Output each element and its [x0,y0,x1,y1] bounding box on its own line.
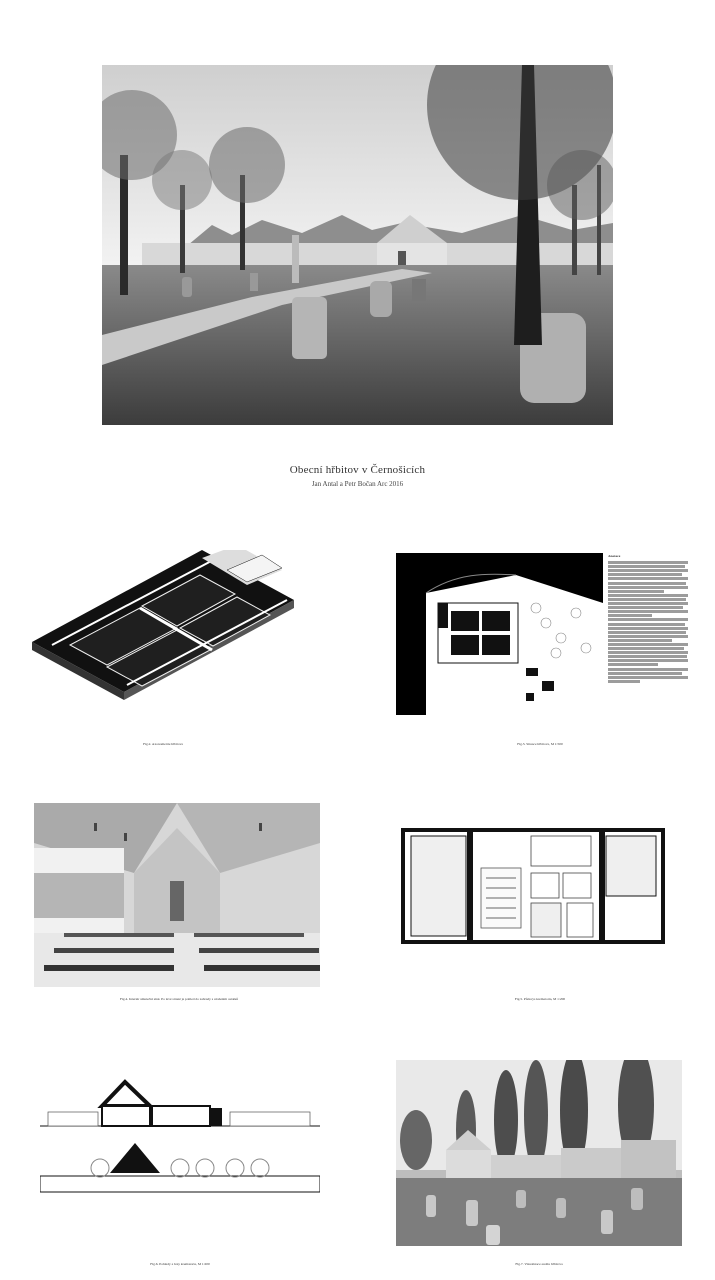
floor-plan-svg [401,828,665,944]
exterior-svg [396,1060,682,1246]
poster-title: Obecní hřbitov v Černošicích [289,464,426,476]
caption-floor-plan: Fig.5. Půdorys krematoria, M 1:200 [514,997,566,1001]
hero-cemetery-photo [102,65,613,425]
axonometric-drawing [32,550,294,715]
hero-photo-drawing [102,65,613,425]
floor-plan-drawing [401,828,665,944]
site-plan-svg [396,553,603,715]
sections-drawing [40,1078,320,1198]
caption-axonometric: Fig.2. Axonometrie hřbitova [143,742,183,746]
annotation-text-column [608,554,688,714]
caption-interior: Fig.4. Interiér smuteční síně. Po levé straně je pohled do zahrady s uložením ostatků [120,997,238,1001]
interior-svg [34,803,320,987]
site-plan-drawing [396,553,603,715]
interior-render [34,803,320,987]
exterior-render [396,1060,682,1246]
poster-subtitle: Jan Antal a Petr Bočan Arc 2016 [311,480,404,488]
axonometric-svg [32,550,294,715]
caption-site-plan: Fig.3. Situace hřbitova, M 1:500 [517,742,563,746]
sections-svg [40,1078,320,1198]
annotation-heading: Anotace [608,554,621,558]
caption-exterior: Fig.7. Vizualizace areálu hřbitova [515,1262,563,1266]
caption-sections: Fig.6. Pohledy a řezy krematoria, M 1:200 [150,1262,210,1266]
